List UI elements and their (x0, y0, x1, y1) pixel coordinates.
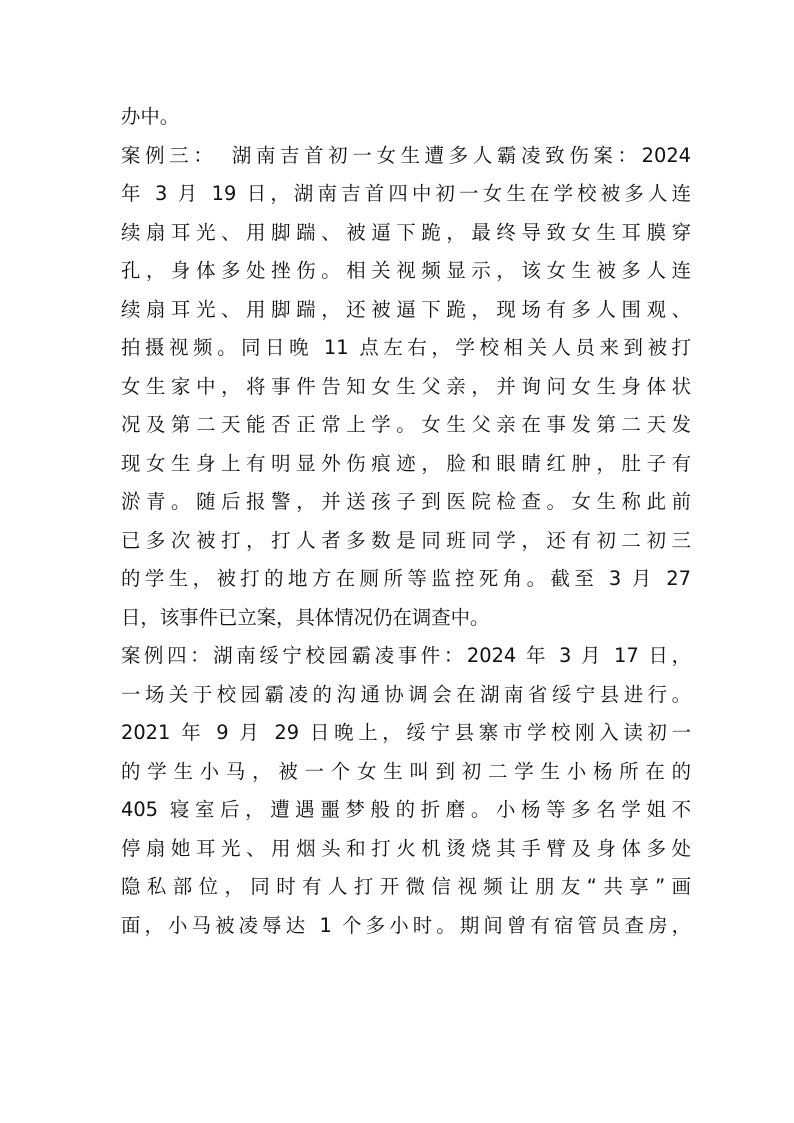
text-line: 一场关于校园霸凌的沟通协调会在湖南省绥宁县进行。 (121, 682, 691, 706)
text-line: 年 3 月 19 日，湖南吉首四中初一女生在学校被多人连 (121, 182, 691, 205)
text-line: 淤青。随后报警，并送孩子到医院检查。女生称此前 (121, 490, 691, 513)
text-line: 办中。 (121, 105, 180, 128)
text-line: 拍摄视频。同日晚 11 点左右，学校相关人员来到被打 (121, 336, 691, 359)
text-line: 续扇耳光、用脚踹、被逼下跪，最终导致女生耳膜穿 (121, 220, 691, 244)
text-line: 已多次被打，打人者多数是同班同学，还有初二初三 (121, 528, 691, 552)
text-line: 女生家中，将事件告知女生父亲，并询问女生身体状 (121, 374, 691, 398)
text-line: 案例四：湖南绥宁校园霸凌事件：2024 年 3 月 17 日， (121, 644, 691, 667)
body-text (121, 98, 691, 945)
text-line: 现女生身上有明显外伤痕迹，脸和眼睛红肿，肚子有 (121, 451, 691, 475)
text-line: 况及第二天能否正常上学。女生父亲在事发第二天发 (121, 413, 691, 436)
text-line: 日，该事件已立案，具体情况仍在调查中。 (121, 605, 490, 629)
text-line: 405 寝室后，遭遇噩梦般的折磨。小杨等多名学姐不 (121, 798, 691, 821)
text-line: 2021 年 9 月 29 日晚上，绥宁县寨市学校刚入读初一 (121, 721, 691, 744)
text-line: 的学生，被打的地方在厕所等监控死角。截至 3 月 27 (121, 567, 691, 590)
text-line: 隐私部位，同时有人打开微信视频让朋友“共享”画 (121, 875, 691, 898)
text-line: 续扇耳光、用脚踹，还被逼下跪，现场有多人围观、 (121, 297, 691, 321)
text-line: 面，小马被凌辱达 1 个多小时。期间曾有宿管员查房， (121, 913, 691, 937)
text-line: 孔，身体多处挫伤。相关视频显示，该女生被多人连 (121, 259, 691, 282)
text-line: 的学生小马，被一个女生叫到初二学生小杨所在的 (121, 759, 691, 783)
text-line: 停扇她耳光、用烟头和打火机烫烧其手臂及身体多处 (121, 836, 691, 860)
text-line: 案例三： 湖南吉首初一女生遭多人霸凌致伤案：2024 (121, 143, 691, 167)
